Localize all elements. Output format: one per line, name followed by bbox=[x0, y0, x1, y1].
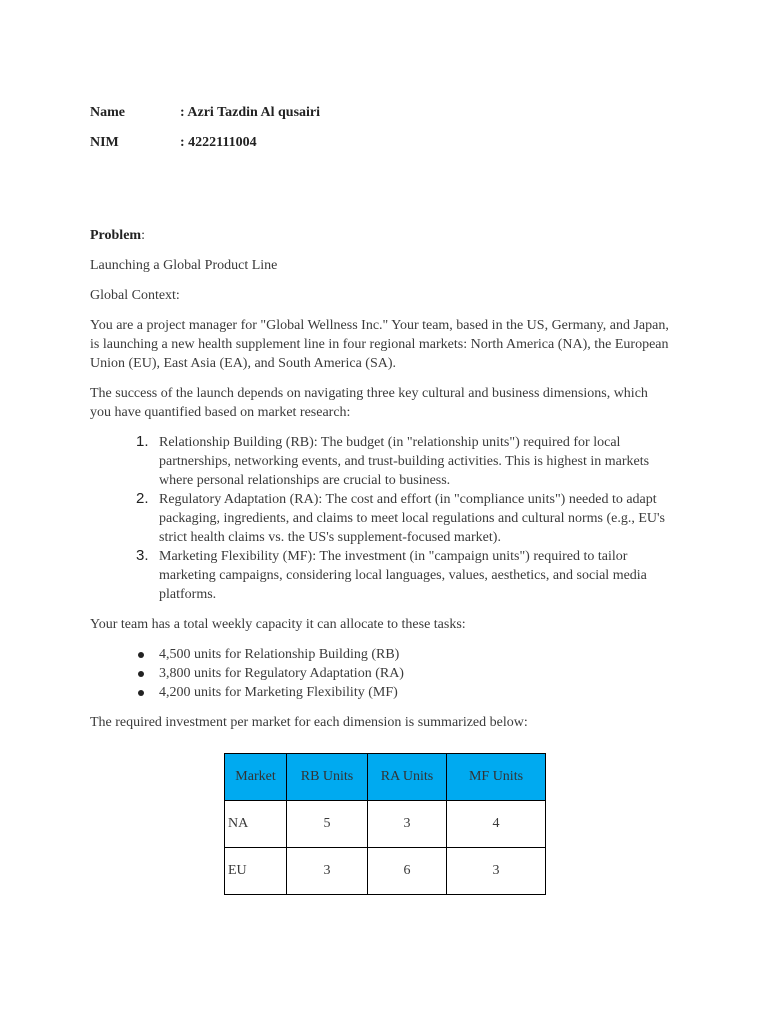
dimensions-list bbox=[90, 433, 670, 604]
table-row bbox=[225, 801, 546, 848]
name-label: Name bbox=[90, 105, 125, 120]
table-intro: The required investment per market for each dimension is summarized below: bbox=[90, 715, 528, 730]
list-number: 2. bbox=[136, 490, 149, 507]
investment-table bbox=[224, 753, 546, 895]
problem-heading bbox=[90, 226, 670, 245]
bullet-icon bbox=[138, 671, 144, 677]
list-item-text: 4,200 units for Marketing Flexibility (MF) bbox=[159, 685, 398, 700]
mf-cell: 3 bbox=[447, 848, 546, 895]
dimensions-intro: The success of the launch depends on navigating three key cultural and business dimensions, which you have quantified based on market research: bbox=[90, 386, 648, 420]
column-header-mf: MF Units bbox=[447, 754, 546, 801]
global-context-label: Global Context: bbox=[90, 288, 180, 303]
list-item-text: Relationship Building (RB): The budget (in "relationship units") required for local partnerships, networking events, and trust-building activities. This is highest in markets where personal relationships are crucial to business. bbox=[159, 435, 650, 488]
list-item bbox=[90, 490, 670, 547]
market-cell: NA bbox=[225, 801, 287, 848]
rb-cell: 3 bbox=[287, 848, 368, 895]
column-header-ra: RA Units bbox=[368, 754, 447, 801]
market-cell: EU bbox=[225, 848, 287, 895]
bullet-icon bbox=[138, 652, 144, 658]
list-number: 3. bbox=[136, 547, 149, 564]
name-value: : Azri Tazdin Al qusairi bbox=[180, 105, 321, 120]
list-item-text: Marketing Flexibility (MF): The investment (in "campaign units") required to tailor marketing campaigns, considering local languages, values, aesthetics, and social media platforms. bbox=[159, 549, 647, 602]
list-number: 1. bbox=[136, 433, 149, 450]
bullet-icon bbox=[138, 690, 144, 696]
capacity-list bbox=[90, 645, 670, 702]
list-item-text: 4,500 units for Relationship Building (RB) bbox=[159, 647, 400, 662]
rb-cell: 5 bbox=[287, 801, 368, 848]
column-header-rb: RB Units bbox=[287, 754, 368, 801]
list-item bbox=[90, 683, 670, 702]
nim-row bbox=[90, 135, 257, 151]
ra-cell: 3 bbox=[368, 801, 447, 848]
list-item-text: Regulatory Adaptation (RA): The cost and effort (in "compliance units") needed to adapt packaging, ingredients, and claims to meet local regulations and cultural norms (e.g., EU's strict health claims vs. the US's supplement-focused market). bbox=[159, 492, 665, 545]
list-item bbox=[90, 433, 670, 490]
column-header-market: Market bbox=[225, 754, 287, 801]
table-row bbox=[225, 848, 546, 895]
mf-cell: 4 bbox=[447, 801, 546, 848]
list-item bbox=[90, 645, 670, 664]
ra-cell: 6 bbox=[368, 848, 447, 895]
problem-title: Launching a Global Product Line bbox=[90, 258, 278, 273]
intro-paragraph: You are a project manager for "Global Wellness Inc." Your team, based in the US, Germany, and Japan, is launching a new health supplement line in four regional markets: North America (NA), the European Union (EU), East Asia (EA), and South America (SA). bbox=[90, 318, 669, 371]
problem-label: Problem bbox=[90, 228, 142, 243]
nim-label: NIM bbox=[90, 135, 119, 150]
nim-value: : 4222111004 bbox=[180, 135, 257, 150]
list-item-text: 3,800 units for Regulatory Adaptation (RA) bbox=[159, 666, 404, 681]
name-row bbox=[90, 105, 320, 121]
document-body bbox=[90, 226, 670, 743]
list-item bbox=[90, 664, 670, 683]
table-header-row bbox=[225, 754, 546, 801]
capacity-intro: Your team has a total weekly capacity it can allocate to these tasks: bbox=[90, 617, 466, 632]
list-item bbox=[90, 547, 670, 604]
problem-colon: : bbox=[141, 228, 145, 243]
